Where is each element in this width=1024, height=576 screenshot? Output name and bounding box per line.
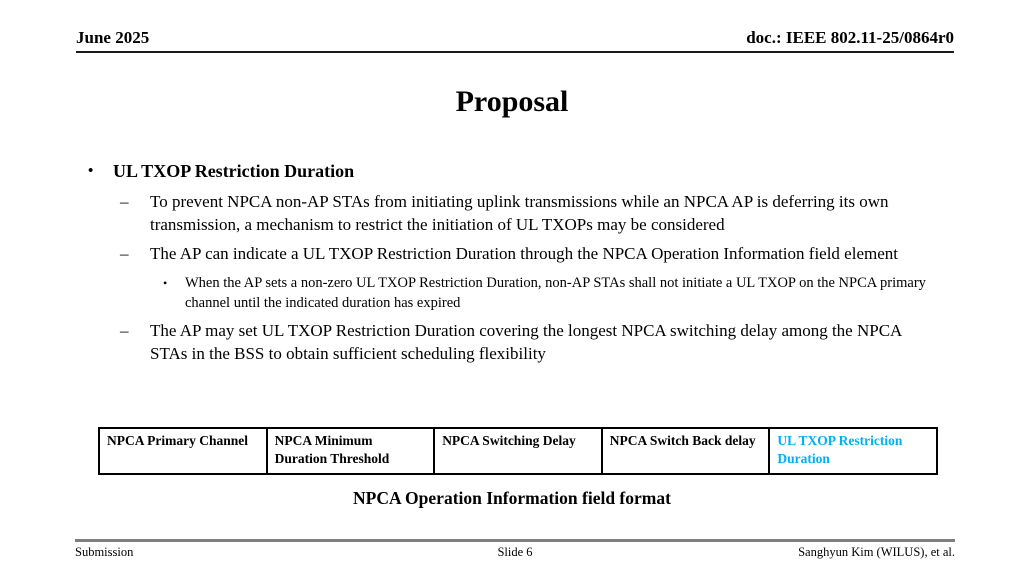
- bullet-item-level2: [120, 191, 940, 236]
- bullet-marker: •: [88, 163, 94, 179]
- table-header-row: [99, 428, 937, 474]
- table-cell-npca-minimum-duration-threshold: NPCA Minimum Duration Threshold: [267, 428, 435, 474]
- bullet-marker: –: [120, 192, 129, 212]
- header-doc-number: doc.: IEEE 802.11-25/0864r0: [746, 28, 954, 47]
- bullet-item-level2: [120, 243, 940, 265]
- bullet-marker: –: [120, 321, 129, 341]
- bullet-item-level1: [88, 160, 940, 183]
- table-cell-npca-switching-delay: NPCA Switching Delay: [434, 428, 602, 474]
- header-date: June 2025: [76, 28, 150, 47]
- bullet-text: To prevent NPCA non-AP STAs from initiating uplink transmissions while an NPCA AP is deferring its own transmission, a mechanism to restrict the initiation of UL TXOPs may be considered: [150, 192, 889, 234]
- slide-footer: [75, 539, 955, 560]
- npca-operation-information-field-table: [98, 427, 938, 475]
- bullet-item-level3: [163, 273, 940, 314]
- bullet-text: The AP may set UL TXOP Restriction Duration covering the longest NPCA switching delay among the NPCA STAs in the BSS to obtain sufficient scheduling flexibility: [150, 321, 902, 363]
- bullet-list: [0, 160, 1024, 372]
- footer-submission-label: Submission: [75, 545, 134, 559]
- table-cell-npca-switch-back-delay: NPCA Switch Back delay: [602, 428, 770, 474]
- bullet-text: The AP can indicate a UL TXOP Restriction Duration through the NPCA Operation Information field element: [150, 244, 898, 264]
- bullet-marker: –: [120, 244, 129, 264]
- slide-header: [76, 28, 954, 53]
- table-caption: NPCA Operation Information field format: [353, 488, 671, 508]
- slide-title: Proposal: [455, 85, 569, 118]
- table-cell-npca-primary-channel: NPCA Primary Channel: [99, 428, 267, 474]
- bullet-item-level2: [120, 320, 940, 365]
- bullet-marker: •: [163, 275, 168, 290]
- footer-authors: Sanghyun Kim (WILUS), et al.: [798, 545, 955, 559]
- bullet-text: UL TXOP Restriction Duration: [113, 161, 355, 181]
- footer-slide-number: Slide 6: [497, 545, 533, 559]
- bullet-text: When the AP sets a non-zero UL TXOP Restriction Duration, non-AP STAs shall not initiate a UL TXOP on the NPCA primary channel until the indicated duration has expired: [185, 274, 926, 311]
- table-cell-ul-txop-restriction-duration: UL TXOP Restriction Duration: [769, 428, 937, 474]
